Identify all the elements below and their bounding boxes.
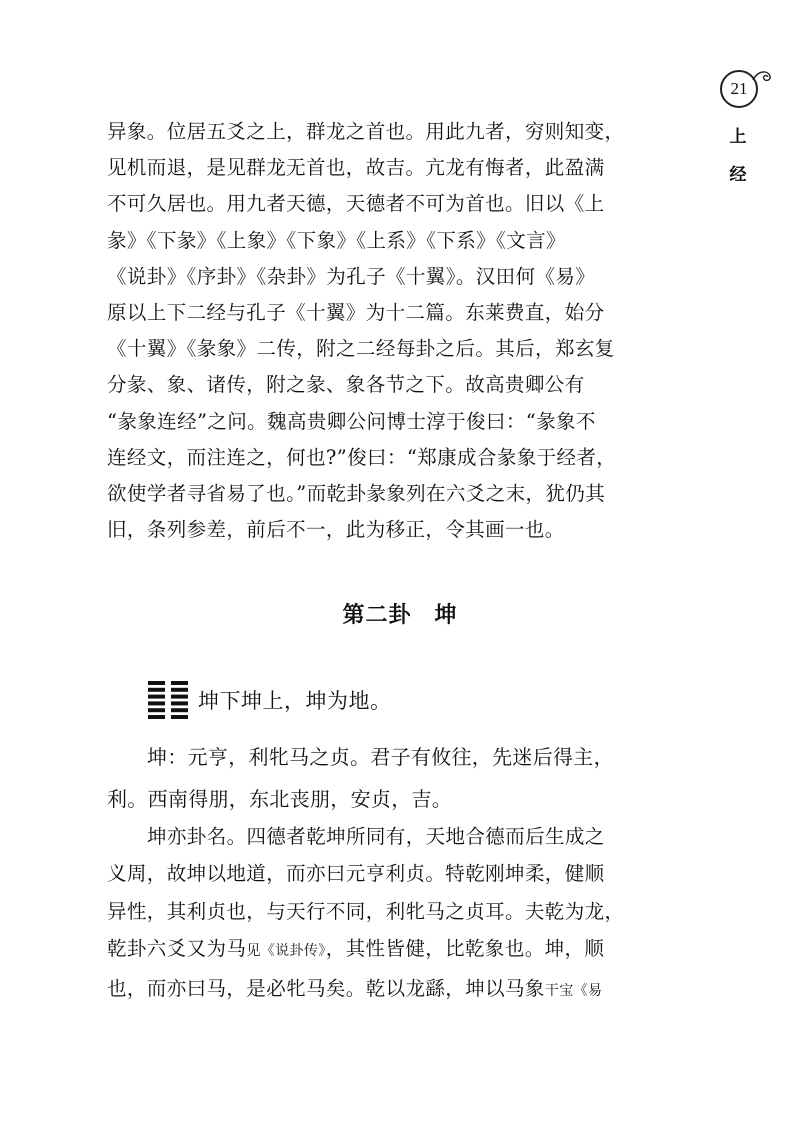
body-paragraph bbox=[107, 114, 707, 548]
running-head bbox=[728, 118, 748, 194]
body-line: “彖象连经”之问。魏高贵卿公问博士淳于俊曰：“彖象不 bbox=[107, 409, 596, 433]
body-line: 异象。位居五爻之上，群龙之首也。用此九者，穷则知变， bbox=[107, 120, 625, 143]
body-line: 欲使学者寻省易了也。”而乾卦彖象列在六爻之末，犹仍其 bbox=[107, 482, 606, 506]
kun-hexagram-icon bbox=[148, 681, 188, 719]
body-line: 不可久居也。用九者天德，天德者不可为首也。旧以《上 bbox=[107, 192, 605, 216]
page-number-text: 21 bbox=[730, 79, 748, 98]
body-line: 旧，条列参差，前后不一，此为移正，令其画一也。 bbox=[107, 518, 565, 542]
body-line: 《十翼》《彖象》二传，附之二经每卦之后。其后，郑玄复 bbox=[107, 337, 615, 361]
running-head-char-2: 经 bbox=[729, 165, 747, 185]
body-line: 彖》《下彖》《上象》《下象》《上系》《下系》《文言》 bbox=[107, 228, 566, 252]
judgment-text bbox=[107, 736, 707, 820]
commentary-text: 也，而亦曰马，是必牝马矣。乾以龙繇，坤以马象 bbox=[107, 977, 545, 1001]
body-line: 分彖、象、诸传，附之彖、象各节之下。故高贵卿公有 bbox=[107, 373, 585, 397]
judgment-line: 坤：元亨，利牝马之贞。君子有攸往，先迷后得主， bbox=[147, 745, 614, 769]
commentary-line bbox=[107, 970, 707, 1010]
commentary-line: 坤亦卦名。四德者乾坤所同有，天地合德而后生成之 bbox=[147, 825, 605, 848]
body-line: 原以上下二经与孔子《十翼》为十二篇。东莱费直，始分 bbox=[107, 301, 605, 325]
commentary-note: 见《说卦传》 bbox=[246, 942, 326, 959]
section-title: 第二卦 坤 bbox=[342, 603, 458, 628]
commentary-text: 乾卦六爻又为马 bbox=[107, 936, 247, 960]
commentary-note: 干宝《易 bbox=[544, 983, 603, 1000]
body-line: 连经文，而注连之，何也?”俊曰：“郑康成合彖象于经者， bbox=[107, 445, 617, 469]
body-line: 见机而退，是见群龙无首也，故吉。亢龙有悔者，此盈满 bbox=[107, 156, 605, 180]
commentary-paragraph bbox=[107, 818, 707, 1010]
flourish-ornament-icon bbox=[752, 68, 774, 86]
commentary-line: 义周，故坤以地道，而亦曰元亨利贞。特乾刚坤柔，健顺 bbox=[107, 862, 605, 886]
commentary-line bbox=[107, 930, 707, 970]
hexagram-row bbox=[148, 681, 392, 719]
commentary-text: ，其性皆健，比乾象也。坤，顺 bbox=[325, 936, 605, 960]
judgment-line: 利。西南得朋，东北丧朋，安贞，吉。 bbox=[107, 787, 453, 811]
running-head-char-1: 上 bbox=[729, 127, 747, 147]
body-line: 《说卦》《序卦》《杂卦》为孔子《十翼》。汉田何《易》 bbox=[107, 264, 596, 288]
commentary-line: 异性，其利贞也，与天行不同，利牝马之贞耳。夫乾为龙， bbox=[107, 899, 625, 923]
hexagram-text: 坤下坤上，坤为地。 bbox=[198, 689, 392, 713]
